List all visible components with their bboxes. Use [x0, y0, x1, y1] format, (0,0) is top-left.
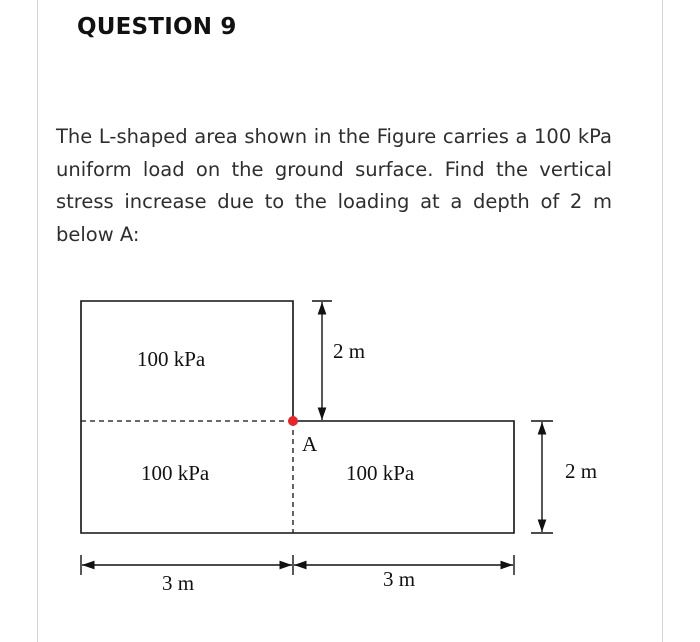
- load-label-bottom-left: 100 kPa: [141, 461, 210, 485]
- load-label-bottom-right: 100 kPa: [346, 461, 415, 485]
- point-a-label: A: [302, 432, 318, 456]
- dim-right-label: 2 m: [565, 459, 598, 483]
- question-title: QUESTION 9: [77, 14, 237, 40]
- point-a-marker: [288, 416, 298, 426]
- load-label-top-left: 100 kPa: [137, 347, 206, 371]
- l-shape-outline: [81, 301, 514, 533]
- dim-bottom-left-label: 3 m: [162, 571, 195, 595]
- dim-bottom-right-label: 3 m: [383, 567, 416, 591]
- dim-top-label: 2 m: [333, 339, 366, 363]
- question-text: The L-shaped area shown in the Figure carries a 100 kPa uniform load on the ground surface. Find the vertical stress increase due to the loading at a depth of 2 m below A:: [56, 125, 612, 246]
